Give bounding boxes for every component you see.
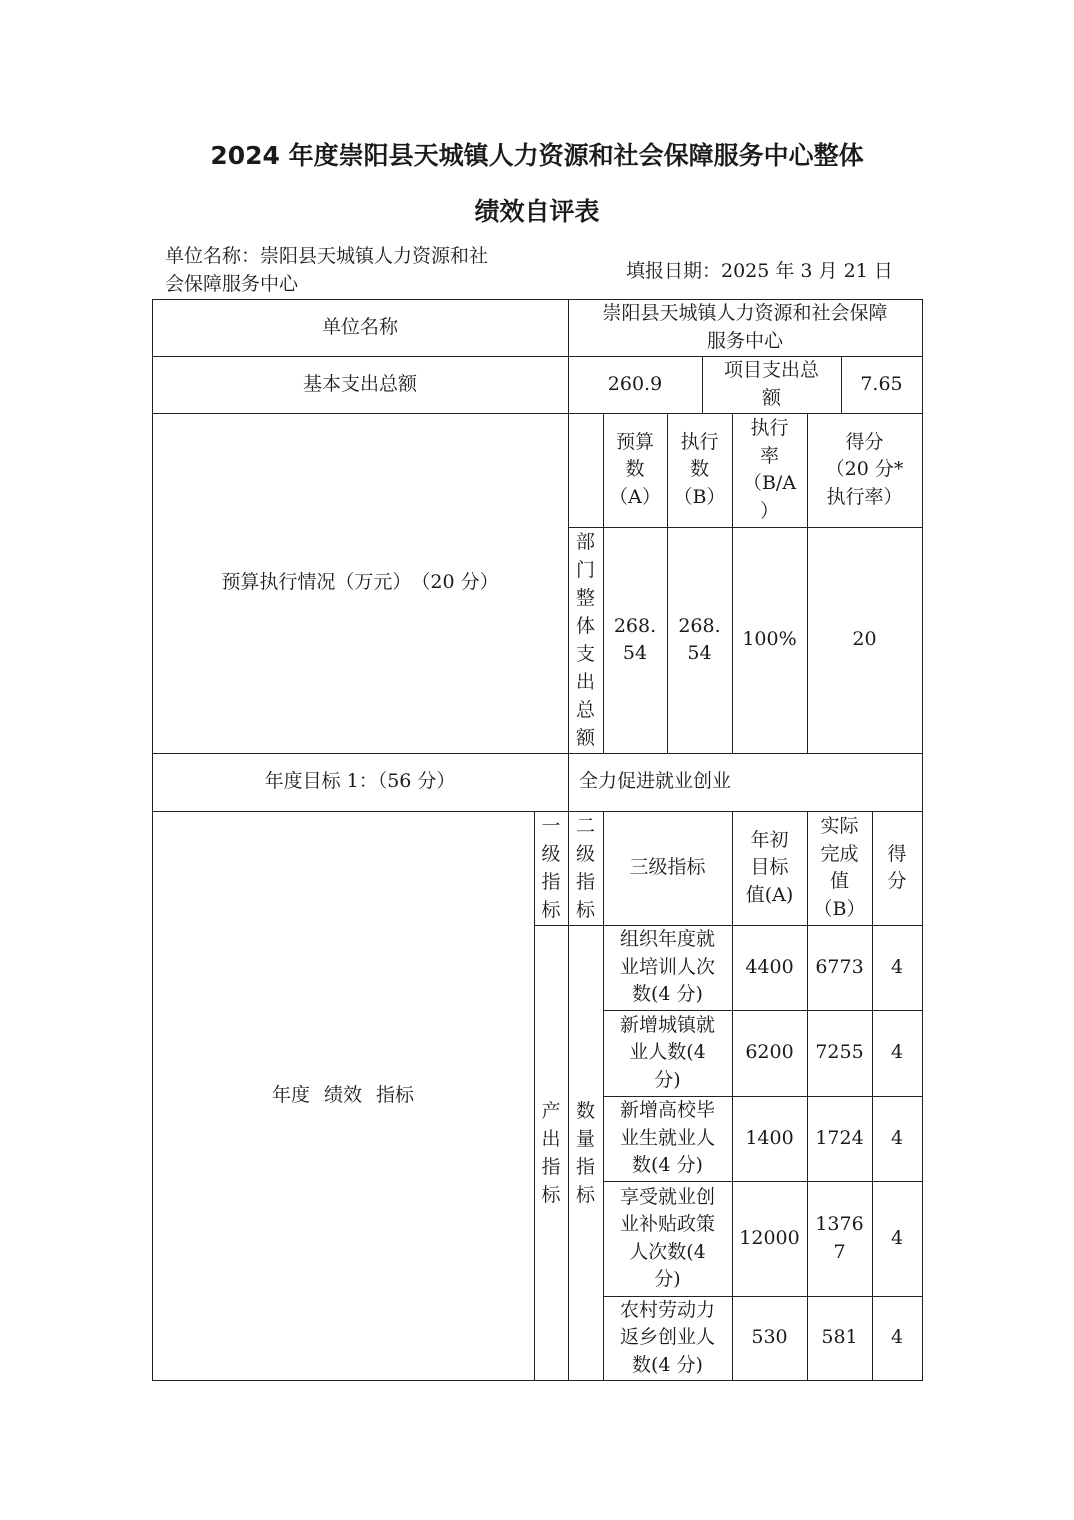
indicator-actual: 7255 (815, 1041, 864, 1064)
fill-date: 填报日期：2025 年 3 月 21 日 (626, 260, 893, 282)
indicator-target: 1400 (745, 1126, 794, 1149)
page-subtitle: 绩效自评表 (474, 197, 600, 226)
execution-rate-header: 执行 率 （B/A ） (742, 417, 797, 522)
output-indicator-label: 产出指标 (541, 1099, 561, 1206)
indicator-name: 享受就业创 业补贴政策 人次数(4 分) (619, 1185, 715, 1290)
indicator-score-header: 得 分 (887, 842, 907, 892)
basic-expense-value: 260.9 (607, 372, 663, 395)
target-value-header: 年初 目标 值(A) (745, 828, 794, 906)
indicator-actual: 581 (821, 1326, 858, 1349)
level2-indicator-header: 二级指标 (575, 815, 595, 921)
basic-expense-label: 基本支出总额 (302, 372, 417, 395)
indicator-actual: 6773 (815, 955, 864, 978)
annual-goal-value: 全力促进就业创业 (579, 770, 732, 793)
unit-name-cell-value: 崇阳县天城镇人力资源和社会保障 服务中心 (602, 302, 888, 352)
indicator-name: 新增高校毕 业生就业人 数(4 分) (619, 1099, 715, 1177)
unit-name-cell-label: 单位名称 (321, 315, 398, 338)
executed-amount-header: 执行 数 （B） (673, 430, 726, 508)
score-header: 得分 （20 分* 执行率） (825, 430, 904, 508)
executed-amount-value: 268. 54 (678, 614, 721, 664)
budget-amount-value: 268. 54 (613, 614, 657, 664)
score-value: 20 (852, 628, 877, 651)
indicator-score: 4 (890, 1226, 904, 1249)
indicator-actual: 1376 7 (815, 1213, 864, 1263)
level1-indicator-header: 一级指标 (541, 815, 561, 921)
indicator-score: 4 (890, 1126, 904, 1149)
indicator-target: 4400 (745, 955, 794, 978)
annual-goal-label: 年度目标 1：（56 分） (264, 770, 456, 793)
level3-indicator-header: 三级指标 (629, 856, 706, 879)
budget-amount-header: 预算 数 （A） (609, 430, 661, 508)
quantity-indicator-label: 数量指标 (575, 1099, 595, 1206)
page-title: 2024 年度崇阳县天城镇人力资源和社会保障服务中心整体 (210, 141, 864, 170)
budget-execution-label: 预算执行情况（万元） （20 分） (221, 571, 499, 594)
unit-name-label-cont: 会保障服务中心 (165, 273, 299, 295)
indicator-name: 新增城镇就 业人数(4 分) (619, 1013, 715, 1091)
execution-rate-value: 100% (742, 628, 797, 651)
indicator-target: 12000 (739, 1226, 800, 1249)
actual-value-header: 实际 完成 值 （B） (813, 815, 866, 920)
unit-name-label: 单位名称：崇阳县天城镇人力资源和社 (165, 245, 489, 267)
performance-indicators-label: 年度 绩效 指标 (271, 1083, 415, 1106)
indicator-target: 6200 (745, 1041, 794, 1064)
indicator-score: 4 (890, 1326, 904, 1349)
project-expense-label: 项目支出总 额 (723, 359, 819, 409)
indicator-score: 4 (890, 955, 904, 978)
indicator-name: 组织年度就 业培训人次 数(4 分) (619, 928, 715, 1006)
indicator-name: 农村劳动力 返乡创业人 数(4 分) (619, 1298, 715, 1376)
indicator-target: 530 (751, 1326, 788, 1349)
project-expense-value: 7.65 (860, 372, 903, 395)
indicator-actual: 1724 (815, 1126, 864, 1149)
indicator-score: 4 (890, 1041, 904, 1064)
department-total-label: 部门整体支出总额 (575, 531, 595, 749)
